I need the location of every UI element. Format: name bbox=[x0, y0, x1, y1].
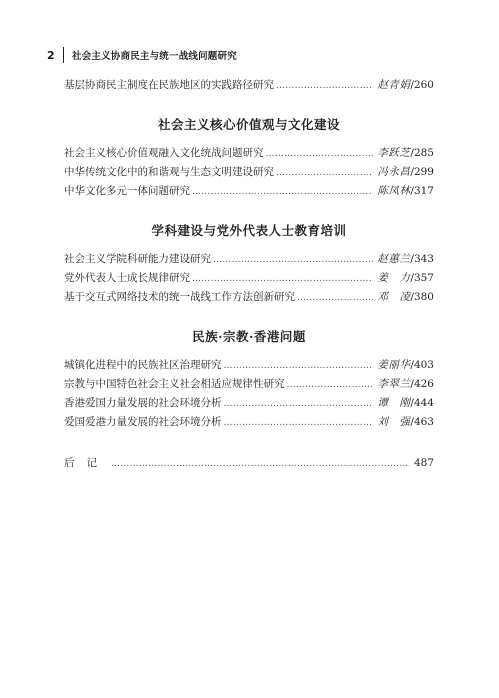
toc-entry-title: 党外代表人士成长规律研究 bbox=[64, 272, 190, 284]
dot-leader bbox=[276, 168, 373, 178]
page-header bbox=[47, 44, 457, 66]
dot-leader bbox=[266, 149, 374, 159]
toc-entry[interactable] bbox=[64, 270, 434, 289]
toc-entry[interactable] bbox=[64, 395, 434, 414]
toc-entry-title: 基于交互式网络技术的统一战线工作方法创新研究 bbox=[64, 291, 295, 303]
toc-entry-title: 中华传统文化中的和谐观与生态文明建设研究 bbox=[64, 166, 274, 178]
toc-entry-page: /403 bbox=[410, 359, 434, 371]
dot-leader bbox=[192, 187, 373, 197]
dot-leader bbox=[224, 418, 374, 428]
toc-entry-title: 中华文化多元一体问题研究 bbox=[64, 185, 190, 197]
toc-entry-author: 赵青娟 bbox=[377, 79, 411, 91]
toc-entry-title: 城镇化进程中的民族社区治理研究 bbox=[64, 359, 222, 371]
toc-entry-page: /444 bbox=[410, 397, 434, 409]
running-title: 社会主义协商民主与统一战线问题研究 bbox=[72, 51, 237, 62]
section-heading: 学科建设与党外代表人士教育培训 bbox=[151, 223, 347, 238]
toc-entry-page: /299 bbox=[410, 166, 434, 178]
toc-entry[interactable] bbox=[64, 251, 434, 270]
header-divider bbox=[63, 47, 64, 63]
section-heading: 社会主义核心价值观与文化建设 bbox=[157, 117, 340, 132]
toc-entry-title: 社会主义学院科研能力建设研究 bbox=[64, 253, 211, 265]
toc-entry-afterword[interactable] bbox=[64, 455, 434, 474]
toc-entry-page: /260 bbox=[410, 79, 434, 91]
dot-leader bbox=[276, 81, 373, 91]
toc-entry-author: 姜丽华 bbox=[377, 359, 411, 371]
toc-entry-author: 刘 强 bbox=[377, 416, 411, 428]
toc-entry-title: 社会主义核心价值观融入文化统战问题研究 bbox=[64, 147, 264, 159]
dot-leader bbox=[192, 274, 373, 284]
page-number: 2 bbox=[47, 48, 55, 62]
dot-leader bbox=[213, 255, 373, 265]
toc-entry-title: 宗教与中国特色社会主义社会相适应规律性研究 bbox=[64, 378, 285, 390]
dot-leader bbox=[224, 361, 374, 371]
dot-leader bbox=[287, 380, 374, 390]
toc-entry[interactable] bbox=[64, 164, 434, 183]
toc-entry[interactable] bbox=[64, 357, 434, 376]
toc-entry-author: 赵蕙兰 bbox=[377, 253, 411, 265]
dot-leader bbox=[297, 293, 373, 303]
toc-entry-page: /317 bbox=[410, 185, 434, 197]
toc-entry-page: /343 bbox=[410, 253, 434, 265]
toc-entry[interactable] bbox=[64, 145, 434, 164]
toc-entry[interactable] bbox=[64, 289, 434, 308]
toc-entry-title: 香港爱国力量发展的社会环境分析 bbox=[64, 397, 222, 409]
toc-entry[interactable] bbox=[64, 183, 434, 202]
afterword-title: 后记 bbox=[64, 457, 109, 469]
toc-entry-page: /380 bbox=[410, 291, 434, 303]
table-of-contents bbox=[64, 77, 434, 474]
toc-entry[interactable] bbox=[64, 376, 434, 395]
section-heading: 民族·宗教·香港问题 bbox=[192, 329, 306, 344]
afterword-page: 487 bbox=[413, 457, 434, 469]
toc-entry[interactable] bbox=[64, 77, 434, 96]
toc-entry-page: /285 bbox=[410, 147, 434, 159]
toc-entry-title: 基层协商民主制度在民族地区的实践路径研究 bbox=[64, 79, 274, 91]
dot-leader bbox=[224, 399, 374, 409]
toc-entry-author: 李跃芝 bbox=[377, 147, 411, 159]
toc-entry-page: /426 bbox=[410, 378, 434, 390]
toc-entry-author: 陈凤林 bbox=[377, 185, 411, 197]
toc-entry-author: 邓 凌 bbox=[377, 291, 411, 303]
toc-entry-author: 冯永昌 bbox=[377, 166, 411, 178]
dot-leader bbox=[111, 459, 410, 469]
toc-entry-title: 爱国爱港力量发展的社会环境分析 bbox=[64, 416, 222, 428]
toc-entry-author: 李翠兰 bbox=[377, 378, 411, 390]
toc-entry-page: /357 bbox=[410, 272, 434, 284]
toc-entry-author: 姜 力 bbox=[377, 272, 411, 284]
toc-entry-author: 谭 刚 bbox=[377, 397, 411, 409]
toc-entry[interactable] bbox=[64, 414, 434, 433]
toc-entry-page: /463 bbox=[410, 416, 434, 428]
